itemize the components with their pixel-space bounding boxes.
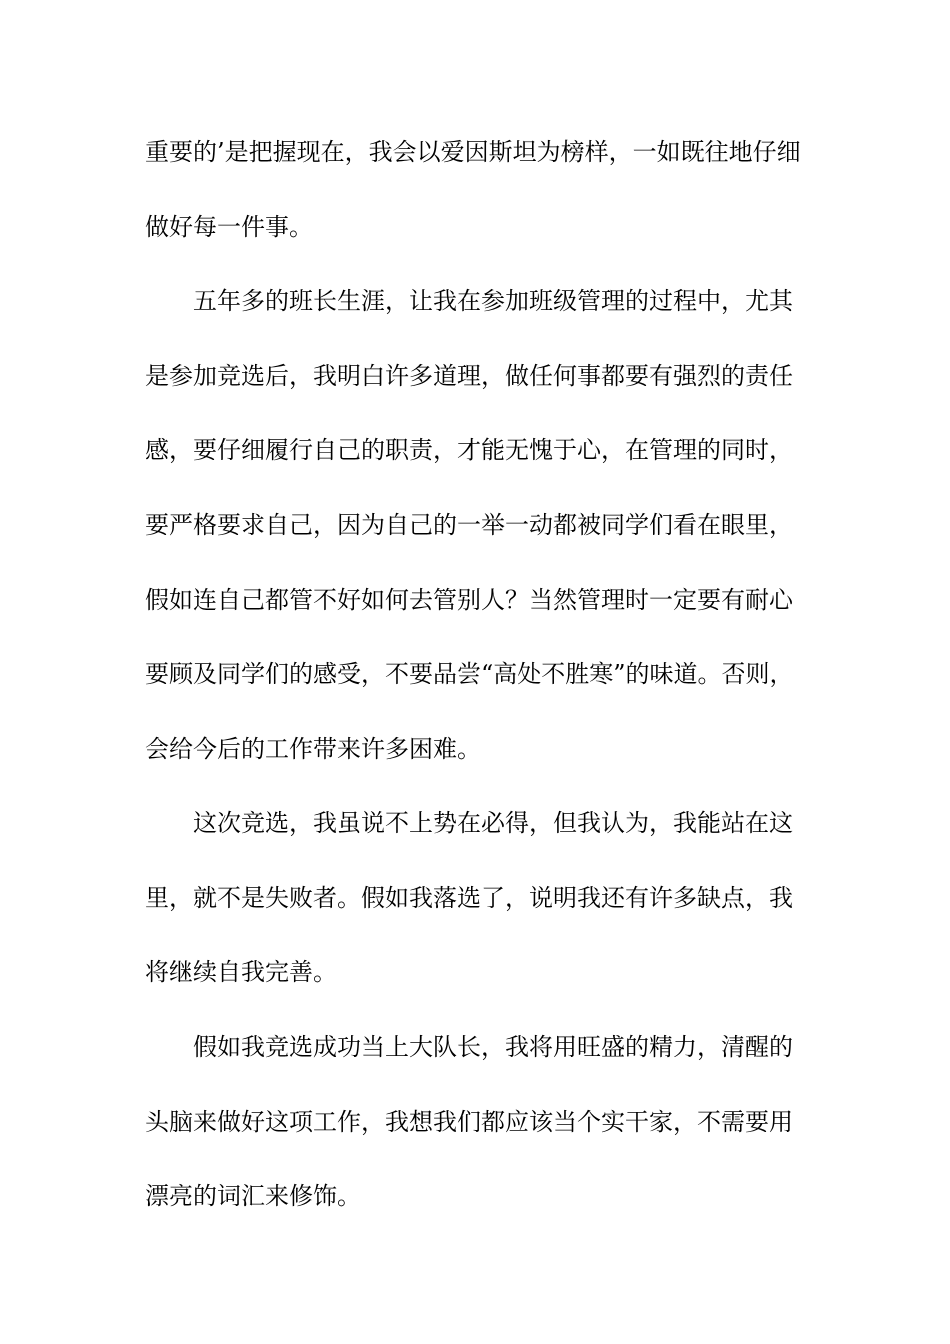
text-line: 漂亮的词汇来修饰。 xyxy=(145,1182,361,1210)
paragraph-first-line: 五年多的班长生涯，让我在参加班级管理的过程中，尤其 xyxy=(193,287,793,315)
paragraph-first-line: 这次竞选，我虽说不上势在必得，但我认为，我能站在这 xyxy=(193,809,793,837)
text-line: 要顾及同学们的感受，不要品尝“高处不胜寒”的味道。否则， xyxy=(145,660,794,688)
text-line: 头脑来做好这项工作，我想我们都应该当个实干家，不需要用 xyxy=(145,1108,793,1136)
paragraph-first-line: 假如我竞选成功当上大队长，我将用旺盛的精力，清醒的 xyxy=(193,1033,793,1061)
text-line: 假如连自己都管不好如何去管别人？当然管理时一定要有耐心 xyxy=(145,586,793,614)
text-line: 要严格要求自己，因为自己的一举一动都被同学们看在眼里， xyxy=(145,511,793,539)
text-line: 做好每一件事。 xyxy=(145,213,313,241)
text-line: 将继续自我完善。 xyxy=(145,958,337,986)
text-line: 感，要仔细履行自己的职责，才能无愧于心，在管理的同时， xyxy=(145,436,793,464)
text-line: 是参加竞选后，我明白许多道理，做任何事都要有强烈的责任 xyxy=(145,362,793,390)
text-line: 里，就不是失败者。假如我落选了，说明我还有许多缺点，我 xyxy=(145,884,793,912)
text-line: 会给今后的工作带来许多困难。 xyxy=(145,735,481,763)
text-line: 重要的’是把握现在，我会以爱因斯坦为榜样，一如既往地仔细 xyxy=(145,138,801,166)
